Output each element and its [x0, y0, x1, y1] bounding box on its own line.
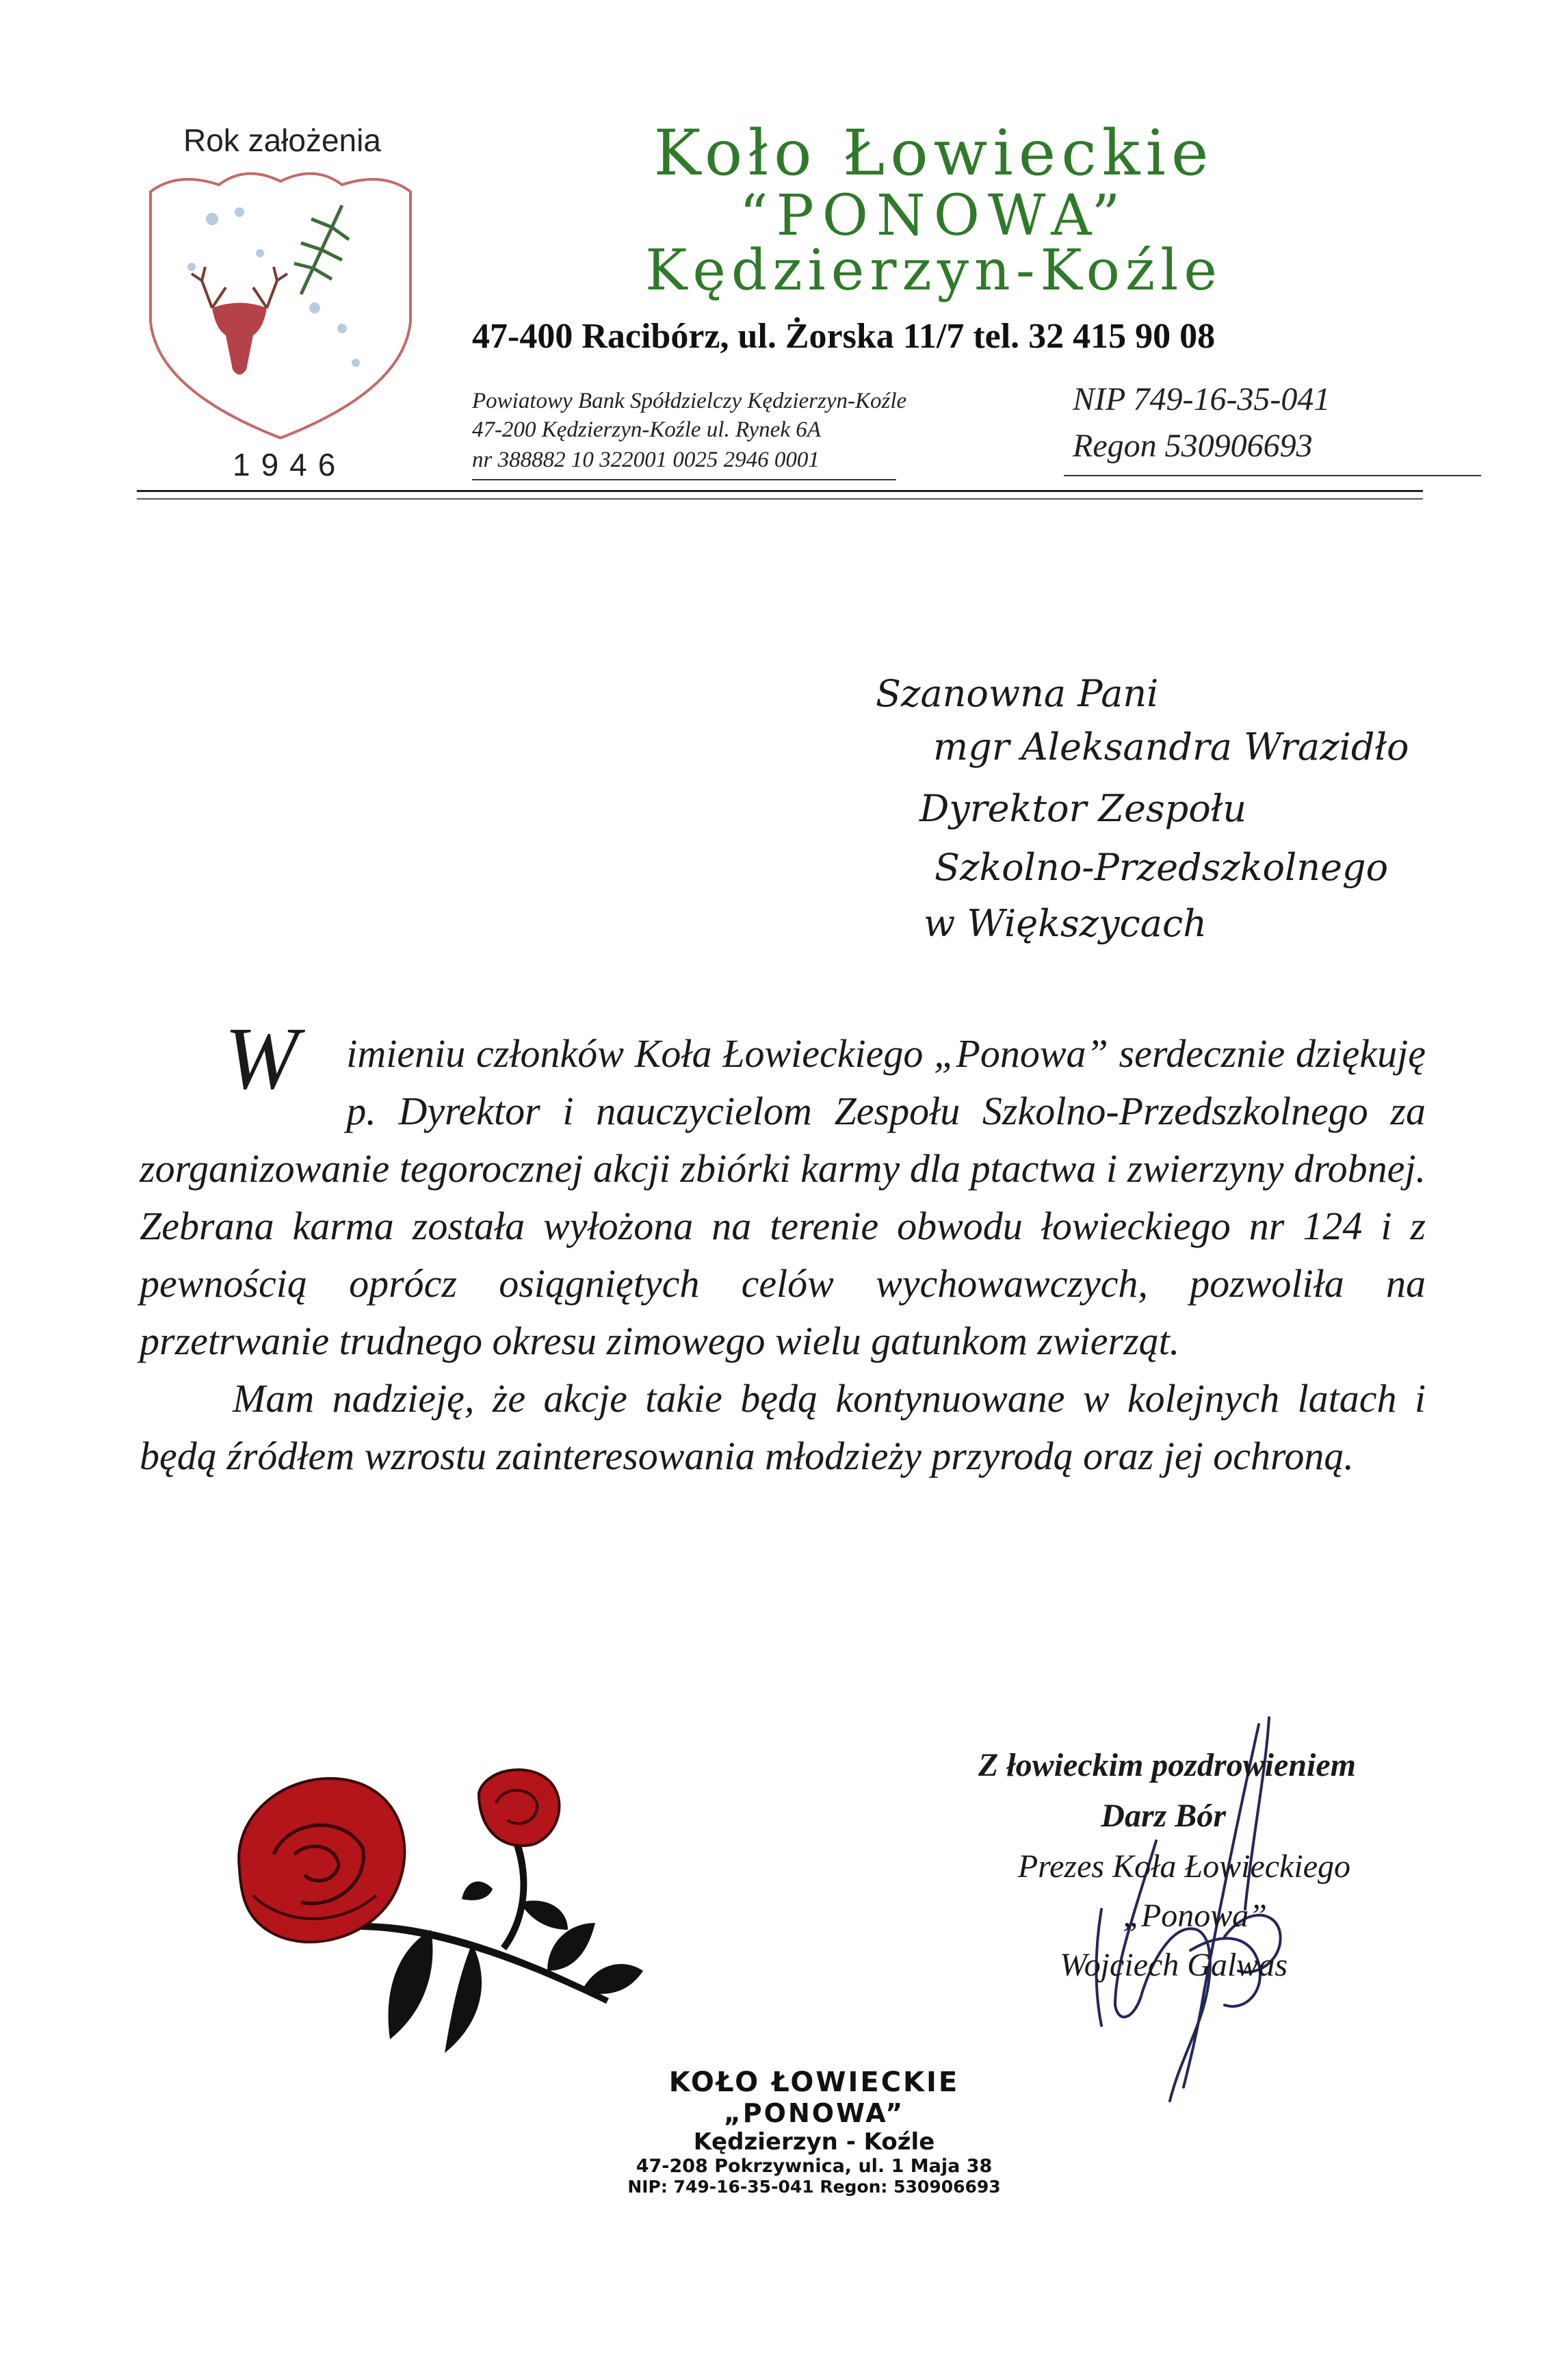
- closing-motto: Darz Bór: [1101, 1798, 1226, 1834]
- signer-role: Prezes Koła Łowieckiego: [1017, 1848, 1350, 1885]
- hunting-club-crest-icon: [137, 164, 424, 445]
- regon-number: Regon 530906693: [1073, 428, 1313, 464]
- body-paragraph-2: Mam nadzieję, że akcje takie będą kontynuowane w kolejnych latach i będą źródłem wzrostu zainteresowania młodzieży przyrodą oraz jej ochroną.: [140, 1376, 1426, 1478]
- body-paragraph-1: [140, 1009, 1426, 1370]
- stamp-city: Kędzierzyn - Koźle: [693, 2128, 935, 2156]
- stamp-org-name: KOŁO ŁOWIECKIE: [668, 2067, 960, 2098]
- addressee-institution: Szkolno-Przedszkolnego: [935, 846, 1389, 889]
- letter-body: [140, 1009, 1426, 1485]
- letterhead-divider: [137, 490, 1423, 492]
- bank-underline: [472, 479, 896, 480]
- bank-account-number: nr 388882 10 322001 0025 2946 0001: [472, 448, 820, 472]
- org-nickname: “PONOWA”: [739, 183, 1129, 248]
- paragraph-1-text: imieniu członków Koła Łowieckiego „Ponowa” serdecznie dziękuję p. Dyrektor i nauczycielom Zespołu Szkolno-Przedszkolnego za zorganizowanie tegorocznej akcji zbiórki karmy dla ptactwa i zwierzyny drobnej. Zebrana karma została wyłożona na terenie obwodu łowieckiego nr 124 i z pewnością oprócz osiągniętych celów wychowawczych, pozwoliła na przetrwanie trudnego okresu zimowego wielu gatunkom zwierząt.: [140, 1031, 1426, 1363]
- crest-founding-year: 1946: [233, 447, 347, 482]
- salutation: Szanowna Pani: [876, 672, 1159, 715]
- bank-address: 47-200 Kędzierzyn-Koźle ul. Rynek 6A: [472, 417, 821, 442]
- roses-illustration-icon: [226, 1766, 670, 2067]
- closing-greeting: Z łowieckim pozdrowieniem: [978, 1747, 1356, 1783]
- regon-underline: [1064, 475, 1481, 476]
- signer-name: Wojciech Galwas: [1060, 1947, 1288, 1983]
- stamp-org-nickname: „PONOWA”: [723, 2098, 905, 2128]
- org-name: Koło Łowieckie: [653, 116, 1214, 190]
- stamp-address: 47-208 Pokrzywnica, ul. 1 Maja 38: [636, 2156, 993, 2177]
- stamp-ids: NIP: 749-16-35-041 Regon: 530906693: [627, 2177, 1001, 2197]
- contact-address-phone: 47-400 Racibórz, ul. Żorska 11/7 tel. 32 415 90 08: [472, 317, 1216, 356]
- signer-club: „Ponowa”: [1123, 1898, 1267, 1934]
- crest-founding-label: Rok założenia: [183, 122, 381, 158]
- addressee-location: w Większycach: [924, 902, 1207, 945]
- drop-cap: W: [224, 1009, 299, 1108]
- addressee-title: Dyrektor Zespołu: [919, 787, 1247, 830]
- club-stamp: [561, 2067, 1067, 2197]
- bank-name: Powiatowy Bank Spółdzielczy Kędzierzyn-Koźle: [472, 389, 907, 413]
- org-city: Kędzierzyn-Koźle: [645, 238, 1223, 303]
- letterhead-divider-secondary: [137, 498, 1423, 500]
- nip-number: NIP 749-16-35-041: [1073, 381, 1331, 417]
- addressee-name: mgr Aleksandra Wrazidło: [933, 725, 1409, 768]
